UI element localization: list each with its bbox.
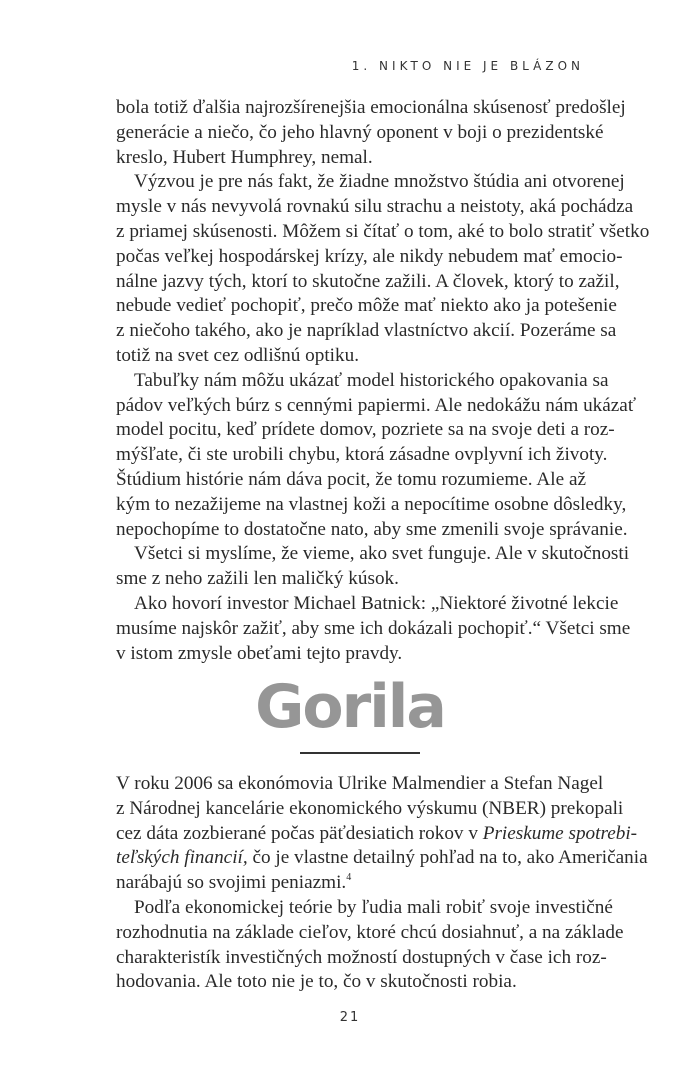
text-line: pádov veľkých búrz s cennými papiermi. Ale nedokážu nám ukázať: [116, 394, 637, 416]
text-line: [116, 822, 638, 847]
text-line: generácie a niečo, čo jeho hlavný oponent v boji o prezidentské: [116, 121, 604, 143]
text-line: totiž na svet cez odlišnú optiku.: [116, 344, 359, 366]
section-divider: [300, 752, 420, 754]
text-line: V roku 2006 sa ekonómovia Ulrike Malmendier a Stefan Nagel: [116, 773, 604, 794]
text-line: mysle v nás nevyvolá rovnakú silu strachu a neistoty, aká pochádza: [116, 196, 634, 218]
text-line: z priamej skúsenosti. Môžem si čítať o tom, aké to bolo stratiť všetko: [116, 220, 650, 242]
text-line: Štúdium histórie nám dáva pocit, že tomu rozumieme. Ale až: [116, 468, 586, 490]
text-line: Výzvou je pre nás fakt, že žiadne množstvo štúdia ani otvorenej: [134, 171, 625, 193]
text-line: musíme najskôr zažiť, aby sme ich dokázali pochopiť.“ Všetci sme: [116, 617, 631, 639]
text-line: nepochopíme to dostatočne nato, aby sme zmenili svoje správanie.: [116, 518, 628, 540]
text-line: z Národnej kancelárie ekonomického výskumu (NBER) prekopali: [116, 797, 624, 819]
book-title-italic: Prieskume spotrebi-: [482, 822, 638, 844]
text-span: narábajú so svojimi peniazmi.: [116, 872, 347, 894]
text-line: mýšľate, či ste urobili chybu, ktorá zásadne ovplyvní ich životy.: [116, 444, 608, 466]
book-title-italic: teľských financií,: [116, 847, 248, 869]
text-line: hodovania. Ale toto nie je to, čo v skutočnosti robia.: [116, 971, 517, 993]
page-number: 21: [339, 1010, 361, 1025]
text-line: Všetci si myslíme, že vieme, ako svet funguje. Ale v skutočnosti: [134, 543, 630, 565]
text-line: Tabuľky nám môžu ukázať model historického opakovania sa: [134, 369, 609, 391]
text-line: Podľa ekonomickej teórie by ľudia mali robiť svoje investičné: [134, 896, 613, 918]
text-line: [116, 871, 586, 896]
footnote-ref[interactable]: 4: [346, 872, 352, 884]
text-line: nebude vedieť pochopiť, prečo môže mať niekto ako ja potešenie: [116, 295, 617, 317]
text-line: z niečoho takého, ako je napríklad vlastníctvo akcií. Pozeráme sa: [116, 320, 617, 342]
text-line: kým to nezažijeme na vlastnej koži a nepocítime osobne dôsledky,: [116, 493, 627, 515]
text-span: čo je vlastne detailný pohľad na to, ako Američania: [247, 847, 648, 869]
text-span: cez dáta zozbierané počas päťdesiatich rokov v: [116, 822, 483, 844]
text-line: v istom zmysle obeťami tejto pravdy.: [116, 642, 403, 664]
text-line: rozhodnutia na základe cieľov, ktoré chcú dosiahnuť, a na základe: [116, 921, 624, 943]
section-1-text: [116, 96, 650, 666]
text-line: počas veľkej hospodárskej krízy, ale nikdy nebudem mať emocio-: [116, 245, 623, 267]
text-line: kreslo, Hubert Humphrey, nemal.: [116, 146, 373, 168]
text-line: charakteristík investičných možností dostupných v čase ich roz-: [116, 946, 607, 968]
text-line: Ako hovorí investor Michael Batnick: „Niektoré životné lekcie: [134, 592, 619, 614]
watermark-logo: Gorila: [255, 672, 445, 742]
running-head: 1. NIKTO NIE JE BLÁZON: [351, 59, 584, 73]
section-2-text: [116, 772, 648, 995]
text-line: [116, 846, 648, 871]
text-line: bola totiž ďalšia najrozšírenejšia emocionálna skúsenosť predošlej: [116, 97, 626, 118]
text-line: sme z neho zažili len maličký kúsok.: [116, 568, 399, 590]
text-line: nálne jazvy tých, ktorí to skutočne zažili. A človek, ktorý to zažil,: [116, 270, 620, 292]
text-line: model pocitu, keď prídete domov, pozriete sa na svoje deti a roz-: [116, 419, 615, 441]
